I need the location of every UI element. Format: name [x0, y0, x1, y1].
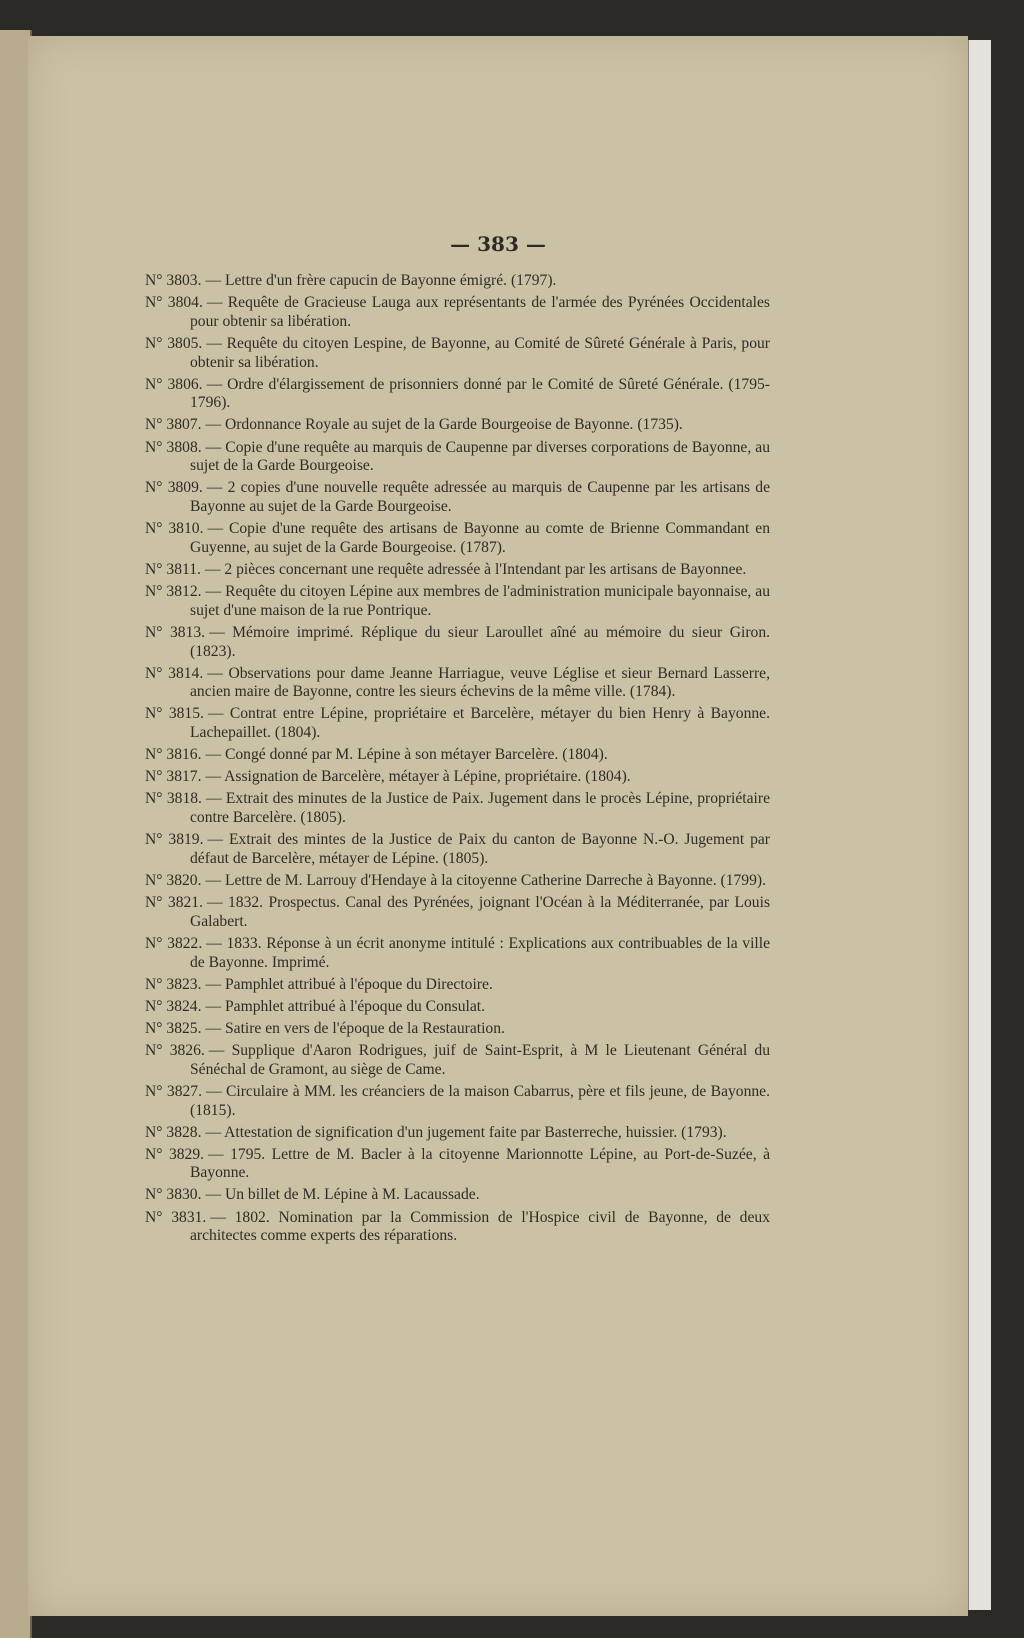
entry-text: — Requête de Gracieuse Lauga aux représentants de l'armée des Pyrénées Occidentales pour obtenir sa libération. [190, 294, 770, 330]
entry-number: N° 3817. [145, 768, 202, 786]
entry-number: N° 3827. [145, 1082, 202, 1100]
entry-number: N° 3825. [145, 1019, 202, 1037]
entry-text: — Extrait des minutes de la Justice de Paix. Jugement dans le procès Lépine, propriétaire contre Barcelère. (1805). [190, 790, 770, 827]
catalog-entry [145, 1124, 770, 1143]
catalog-entry [145, 1083, 770, 1120]
entry-text: — 1832. Prospectus. Canal des Pyrénées, joignant l'Océan à la Méditerranée, par Louis Galabert. [190, 894, 771, 930]
catalog-entry [145, 894, 770, 931]
entry-text: — 1833. Réponse à un écrit anonyme intitulé : Explications aux contribuables de la ville de Bayonne. Imprimé. [190, 934, 770, 971]
entry-text: — Lettre d'un frère capucin de Bayonne émigré. (1797). [205, 272, 557, 289]
entry-text: — Ordre d'élargissement de prisonniers donné par le Comité de Sûreté Générale. (1795-1796). [190, 375, 770, 412]
catalog-entry [145, 294, 770, 331]
entry-text: — Observations pour dame Jeanne Harriague, veuve Léglise et sieur Bernard Lasserre, ancien maire de Bayonne, contre les sieurs échevins de la même ville. (1784). [190, 664, 771, 701]
entry-number: N° 3821. [145, 894, 203, 912]
entry-text: — Ordonnance Royale au sujet de la Garde Bourgeoise de Bayonne. (1735). [205, 416, 683, 434]
entry-number: N° 3822. [145, 934, 203, 952]
catalog-entry [145, 705, 770, 742]
catalog-entry [145, 768, 770, 787]
entry-number: N° 3813. [145, 623, 206, 641]
catalog-entry [145, 1020, 770, 1039]
entry-text: — Satire en vers de l'époque de la Restauration. [205, 1019, 505, 1037]
catalog-entry [145, 998, 770, 1017]
entry-number: N° 3808. [145, 438, 202, 456]
catalog-entry [145, 1146, 770, 1183]
entry-number: N° 3811. [145, 560, 201, 578]
entry-number: N° 3812. [145, 583, 202, 601]
entry-text: — Lettre de M. Larrouy d'Hendaye à la citoyenne Catherine Darreche à Bayonne. (1799). [205, 872, 766, 890]
entry-number: N° 3814. [145, 664, 204, 682]
entry-text: — Congé donné par M. Lépine à son métayer Barcelère. (1804). [205, 746, 608, 764]
entry-number: N° 3809. [145, 479, 203, 497]
entry-text: — Un billet de M. Lépine à M. Lacaussade. [205, 1186, 480, 1204]
catalog-entry [145, 583, 770, 620]
entry-text: — Requête du citoyen Lépine aux membres de l'administration municipale bayonnaise, au sujet d'une maison de la rue Pontrique. [190, 583, 770, 619]
entry-text: — Pamphlet attribué à l'époque du Directoire. [205, 975, 493, 993]
catalog-entry [145, 416, 770, 435]
catalog-entry [145, 561, 770, 580]
catalog-entry [145, 1209, 770, 1246]
entry-number: N° 3804. [145, 294, 203, 312]
entry-number: N° 3826. [145, 1042, 205, 1059]
entry-number: N° 3824. [145, 997, 202, 1015]
entry-text: — Circulaire à MM. les créanciers de la maison Cabarrus, père et fils jeune, de Bayonne. (1815). [190, 1082, 770, 1119]
entry-text: — 2 pièces concernant une requête adressée à l'Intendant par les artisans de Bayonnee. [204, 560, 747, 578]
page-number: — 383 — [450, 232, 546, 256]
document-page [28, 36, 968, 1616]
catalog-entry [145, 746, 770, 765]
entry-number: N° 3816. [145, 746, 202, 764]
catalog-entry [145, 976, 770, 995]
catalog-entry [145, 790, 770, 827]
catalog-entry [145, 520, 770, 557]
catalog-entry [145, 935, 770, 972]
catalog-entry [145, 665, 770, 702]
page-edge [968, 40, 991, 1610]
catalog-entry [145, 479, 770, 516]
entry-number: N° 3803. [145, 272, 202, 289]
entry-text: — Pamphlet attribué à l'époque du Consulat. [205, 997, 486, 1015]
catalog-entry [145, 831, 770, 868]
catalog-entry [145, 1186, 770, 1205]
entry-text: — Contrat entre Lépine, propriétaire et Barcelère, métayer du bien Henry à Bayonne. Lachepaillet. (1804). [190, 705, 770, 742]
catalog-entry [145, 872, 770, 891]
entry-number: N° 3823. [145, 975, 202, 993]
entry-number: N° 3820. [145, 872, 202, 890]
entry-number: N° 3818. [145, 790, 202, 808]
entry-text: — Supplique d'Aaron Rodrigues, juif de Saint-Esprit, à M le Lieutenant Général du Sénéchal de Gramont, au siège de Came. [190, 1042, 770, 1078]
entry-number: N° 3830. [145, 1186, 202, 1204]
catalog-entry [145, 1042, 770, 1079]
entry-text: — 2 copies d'une nouvelle requête adressée au marquis de Caupenne par les artisans de Bayonne au sujet de la Garde Bourgeoise. [190, 479, 770, 516]
catalog-entry [145, 335, 770, 372]
entry-number: N° 3806. [145, 375, 203, 393]
entry-text: — Copie d'une requête des artisans de Bayonne au comte de Brienne Commandant en Guyenne, au sujet de la Garde Bourgeoise. (1787). [190, 520, 770, 556]
entry-text: — Mémoire imprimé. Réplique du sieur Laroullet aîné au mémoire du sieur Giron. (1823). [190, 623, 771, 660]
entry-number: N° 3828. [145, 1123, 202, 1141]
entry-number: N° 3807. [145, 416, 202, 434]
entry-text: — Requête du citoyen Lespine, de Bayonne, au Comité de Sûreté Générale à Paris, pour obtenir sa libération. [190, 334, 771, 371]
entry-text: — Copie d'une requête au marquis de Caupenne par diverses corporations de Bayonne, au sujet de la Garde Bourgeoise. [190, 438, 771, 475]
entry-text: — 1795. Lettre de M. Bacler à la citoyenne Marionnotte Lépine, au Port-de-Suzée, à Bayonne. [190, 1145, 770, 1182]
catalog-entry [145, 624, 770, 661]
entry-text: — 1802. Nomination par la Commission de l'Hospice civil de Bayonne, de deux architectes comme experts des réparations. [190, 1208, 770, 1245]
catalog-entry [145, 376, 770, 413]
entry-number: N° 3810. [145, 520, 204, 538]
catalog-entry [145, 439, 770, 476]
entry-text: — Extrait des mintes de la Justice de Paix du canton de Bayonne N.-O. Jugement par défaut de Barcelère, métayer de Lépine. (1805). [190, 831, 770, 867]
entry-number: N° 3829. [145, 1145, 205, 1163]
entry-number: N° 3831. [145, 1208, 207, 1226]
entry-number: N° 3815. [145, 705, 204, 723]
entry-text: — Attestation de signification d'un jugement faite par Basterreche, huissier. (1793). [205, 1123, 727, 1141]
entry-number: N° 3805. [145, 334, 203, 352]
entry-text: — Assignation de Barcelère, métayer à Lépine, propriétaire. (1804). [205, 768, 631, 786]
entry-number: N° 3819. [145, 831, 204, 849]
entry-list [145, 272, 770, 1249]
catalog-entry [145, 272, 770, 291]
